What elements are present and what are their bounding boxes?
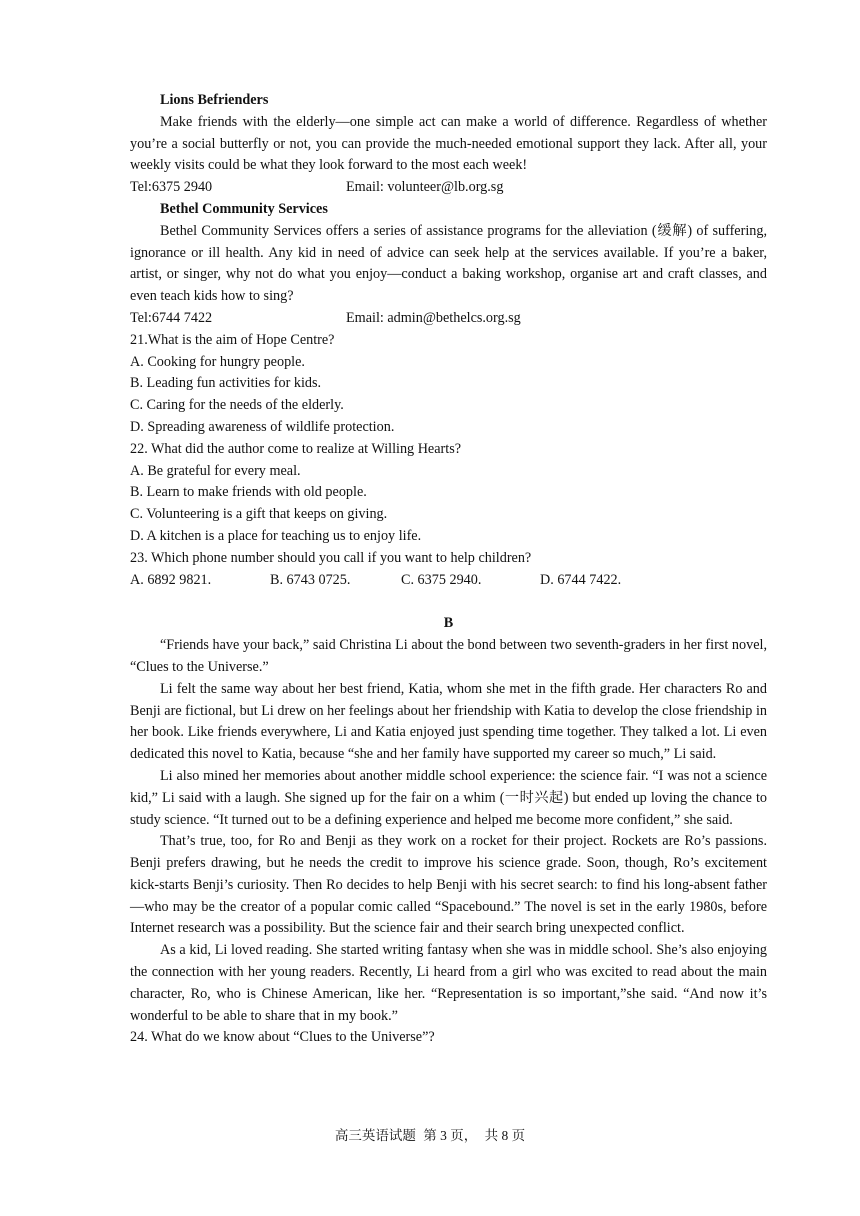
passage-b-paragraph-4: That’s true, too, for Ro and Benji as they work on a rocket for their project. Rockets are Ro’s passions. Benji prefers drawing, but he needs the credit to improve his science grade. Soon, though, Ro’s excitement kick-starts Benji’s curiosity. Then Ro decides to help Benji with his secret search: to find his long-absent father—who may be the creator of a popular comic called “Spacebound.” The novel is set in the early 1980s, before Internet research was a possibility. But the science fair and their search bring unexpected conflict. bbox=[130, 833, 767, 937]
passage-b-paragraph-5: As a kid, Li loved reading. She started writing fantasy when she was in middle school. She’s also enjoying the connection with her young readers. Recently, Li heard from a girl who was excited to read about the main character, Ro, who is Chinese American, like her. “Representation is so important,”she said. “And now it’s wonderful to be able to share that in my book.” bbox=[130, 942, 767, 1024]
question-21-option-d: D. Spreading awareness of wildlife protection. bbox=[130, 418, 395, 435]
lions-email: Email: volunteer@lb.org.sg bbox=[346, 179, 504, 196]
question-22-option-c: C. Volunteering is a gift that keeps on giving. bbox=[130, 506, 388, 523]
question-23-option-d: D. 6744 7422. bbox=[540, 571, 622, 588]
bethel-email: Email: admin@bethelcs.org.sg bbox=[346, 309, 521, 326]
question-23-option-a: A. 6892 9821. bbox=[130, 571, 212, 588]
footer-page-number: 第 3 页， bbox=[423, 1128, 478, 1143]
question-22-stem: 22. What did the author come to realize at Willing Hearts? bbox=[130, 440, 462, 457]
passage-b-paragraph-3: Li also mined her memories about another middle school experience: the science fair. “I was not a science kid,” Li said with a laugh. She signed up for the fair on a whim (一时兴起) but ended up loving the chance to study science. “It turned out to be a defining experience and helped me become more confident,” she said. bbox=[130, 767, 767, 828]
question-22-option-a: A. Be grateful for every meal. bbox=[130, 462, 301, 479]
question-23-option-b: B. 6743 0725. bbox=[270, 571, 351, 588]
question-23-option-c: C. 6375 2940. bbox=[401, 571, 482, 588]
footer-total-pages: 共 8 页 bbox=[484, 1128, 526, 1143]
question-21-option-b: B. Leading fun activities for kids. bbox=[130, 375, 322, 392]
passage-b-paragraph-1: “Friends have your back,” said Christina Li about the bond between two seventh-graders in her first novel, “Clues to the Universe.” bbox=[130, 637, 767, 675]
question-22-option-d: D. A kitchen is a place for teaching us to enjoy life. bbox=[130, 527, 422, 544]
page-content bbox=[130, 90, 767, 1049]
question-23-options bbox=[130, 570, 767, 592]
footer-exam-title: 高三英语试题 bbox=[334, 1128, 416, 1143]
section-b-heading: B bbox=[443, 615, 454, 632]
bethel-contact bbox=[130, 308, 767, 330]
lions-title: Lions Befrienders bbox=[160, 92, 269, 108]
question-21-option-c: C. Caring for the needs of the elderly. bbox=[130, 397, 344, 414]
question-24-stem: 24. What do we know about “Clues to the Universe”? bbox=[130, 1029, 435, 1046]
question-21-stem: 21.What is the aim of Hope Centre? bbox=[130, 331, 335, 348]
bethel-body: Bethel Community Services offers a series of assistance programs for the alleviation (缓解) of suffering, ignorance or ill health. Any kid in need of advice can seek help at the services available. If you’re a baker, artist, or singer, why not do what you enjoy—conduct a baking workshop, organise art and craft classes, and even teach kids how to sing? bbox=[130, 222, 767, 305]
lions-contact bbox=[130, 177, 767, 199]
bethel-title: Bethel Community Services bbox=[160, 200, 328, 217]
passage-b-paragraph-2: Li felt the same way about her best friend, Katia, whom she met in the fifth grade. Her characters Ro and Benji are fictional, but Li drew on her feelings about her friendship with Katia to develop the close friendship in her book. Like friends everywhere, Li and Katia enjoyed just spending time together. They talked a lot. Li even dedicated this novel to Katia, because “she and her family have supported my career so much,” Li said. bbox=[130, 680, 767, 763]
question-21-option-a: A. Cooking for hungry people. bbox=[130, 353, 305, 370]
question-23-stem: 23. Which phone number should you call if you want to help children? bbox=[130, 549, 532, 566]
lions-body: Make friends with the elderly—one simple act can make a world of difference. Regardless of whether you’re a social butterfly or not, you can provide the much-needed emotional support they lack. After all, your weekly visits could be what they look forward to the most each week! bbox=[130, 113, 767, 174]
question-22-option-b: B. Learn to make friends with old people. bbox=[130, 484, 367, 501]
bethel-tel: Tel:6744 7422 bbox=[130, 309, 213, 326]
lions-tel: Tel:6375 2940 bbox=[130, 179, 213, 196]
page-footer bbox=[0, 1124, 860, 1144]
